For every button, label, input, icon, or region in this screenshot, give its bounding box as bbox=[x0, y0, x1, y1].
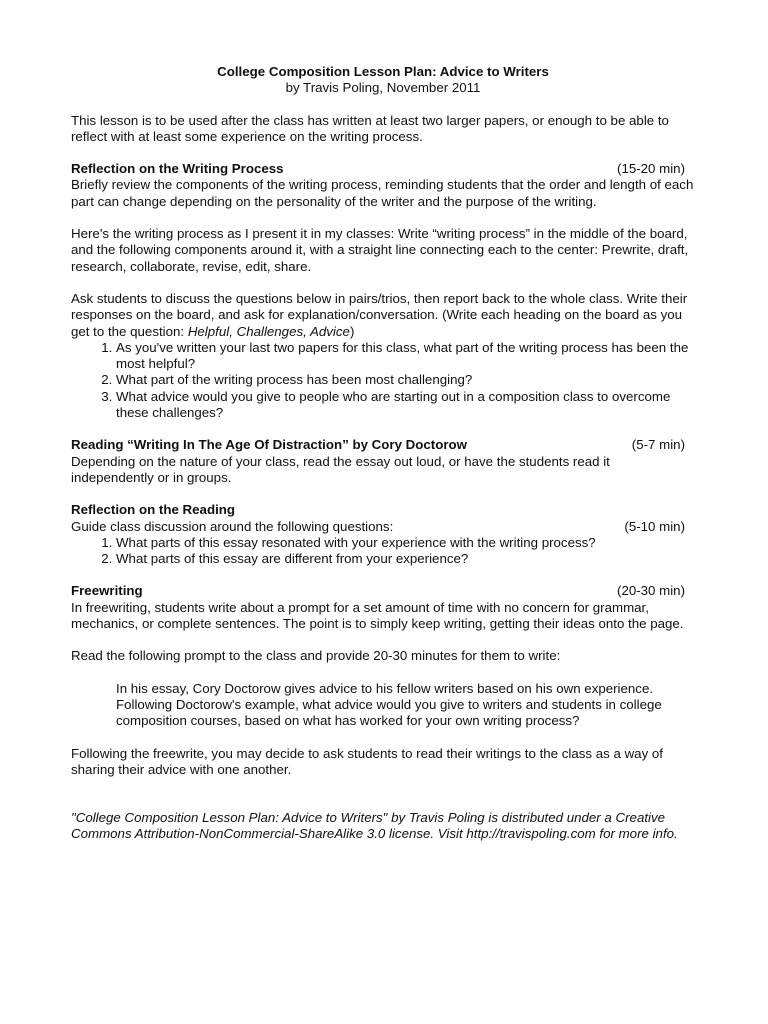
section-heading-row bbox=[71, 519, 695, 535]
paragraph-text: Ask students to discuss the questions below in pairs/trios, then report back to the whole class. Write their responses on the board, and ask for explanation/conversation. (Write each heading on the board as you get to the question: bbox=[71, 290, 688, 339]
section-writing-process-reflection bbox=[71, 161, 695, 421]
section-heading: Reading “Writing In The Age Of Distraction” by Cory Doctorow bbox=[71, 437, 467, 453]
document-byline: by Travis Poling, November 2011 bbox=[285, 80, 481, 96]
section-heading: Freewriting bbox=[71, 583, 143, 599]
list-item: 2. What part of the writing process has been most challenging? bbox=[116, 372, 695, 388]
section-paragraph: Read the following prompt to the class and provide 20-30 minutes for them to write: bbox=[71, 648, 561, 664]
section-duration: (15-20 min) bbox=[617, 161, 685, 177]
question-list bbox=[71, 340, 695, 421]
section-paragraph: In freewriting, students write about a prompt for a set amount of time with no concern for grammar, mechanics, or complete sentences. The point is to simply keep writing, getting their ideas onto the page. bbox=[71, 599, 684, 632]
section-paragraph: Guide class discussion around the following questions: bbox=[71, 518, 394, 534]
section-heading: Reflection on the Writing Process bbox=[71, 161, 284, 177]
list-item: 3. What advice would you give to people who are starting out in a composition class to overcome these challenges? bbox=[116, 389, 695, 422]
section-paragraph: Briefly review the components of the writing process, reminding students that the order and length of each part can change depending on the personality of the writer and the purpose of the writing. bbox=[71, 177, 694, 209]
question-list bbox=[71, 535, 695, 568]
list-item: 2. What parts of this essay are different from your experience? bbox=[116, 551, 695, 567]
section-duration: (20-30 min) bbox=[617, 583, 685, 599]
document-body bbox=[71, 64, 695, 843]
section-paragraph: Here's the writing process as I present it in my classes: Write “writing process” in the middle of the board, and the following components around it, with a straight line connecting each to the center: Prewrite, draft, research, collaborate, revise, edit, share. bbox=[71, 226, 689, 274]
freewrite-prompt: In his essay, Cory Doctorow gives advice to his fellow writers based on his own experience. Following Doctorow's example, what advice would you give to writers and students in college composition courses, based on what has worked for your own writing process? bbox=[116, 680, 662, 729]
section-paragraph: Following the freewrite, you may decide to ask students to read their writings to the class as a way of sharing their advice with one another. bbox=[71, 745, 663, 777]
section-duration: (5-7 min) bbox=[631, 437, 685, 453]
list-item: 1. As you've written your last two papers for this class, what part of the writing process has been the most helpful? bbox=[116, 340, 695, 373]
paragraph-text: ) bbox=[349, 323, 355, 339]
intro-paragraph: This lesson is to be used after the class has written at least two larger papers, or enough to be able to reflect with at least some experience on the writing process. bbox=[71, 112, 669, 144]
section-heading-row bbox=[71, 583, 695, 599]
list-item: 1. What parts of this essay resonated with your experience with the writing process? bbox=[116, 535, 695, 551]
emphasized-text: Helpful, Challenges, Advice bbox=[187, 323, 350, 339]
section-reading bbox=[71, 437, 695, 486]
section-heading-row bbox=[71, 161, 695, 177]
section-reading-reflection bbox=[71, 502, 695, 567]
section-heading: Reflection on the Reading bbox=[71, 502, 236, 518]
section-heading-row bbox=[71, 437, 695, 453]
section-paragraph bbox=[71, 291, 695, 340]
license-notice: "College Composition Lesson Plan: Advice to Writers" by Travis Poling is distributed under a Creative Commons Attribution-NonCommercial-ShareAlike 3.0 license. Visit http://travispoling.com for more info. bbox=[71, 810, 678, 842]
document-title: College Composition Lesson Plan: Advice to Writers bbox=[217, 64, 549, 79]
section-duration: (5-10 min) bbox=[624, 518, 685, 534]
section-freewriting bbox=[71, 583, 695, 778]
section-paragraph: Depending on the nature of your class, read the essay out loud, or have the students read it independently or in groups. bbox=[71, 453, 610, 485]
